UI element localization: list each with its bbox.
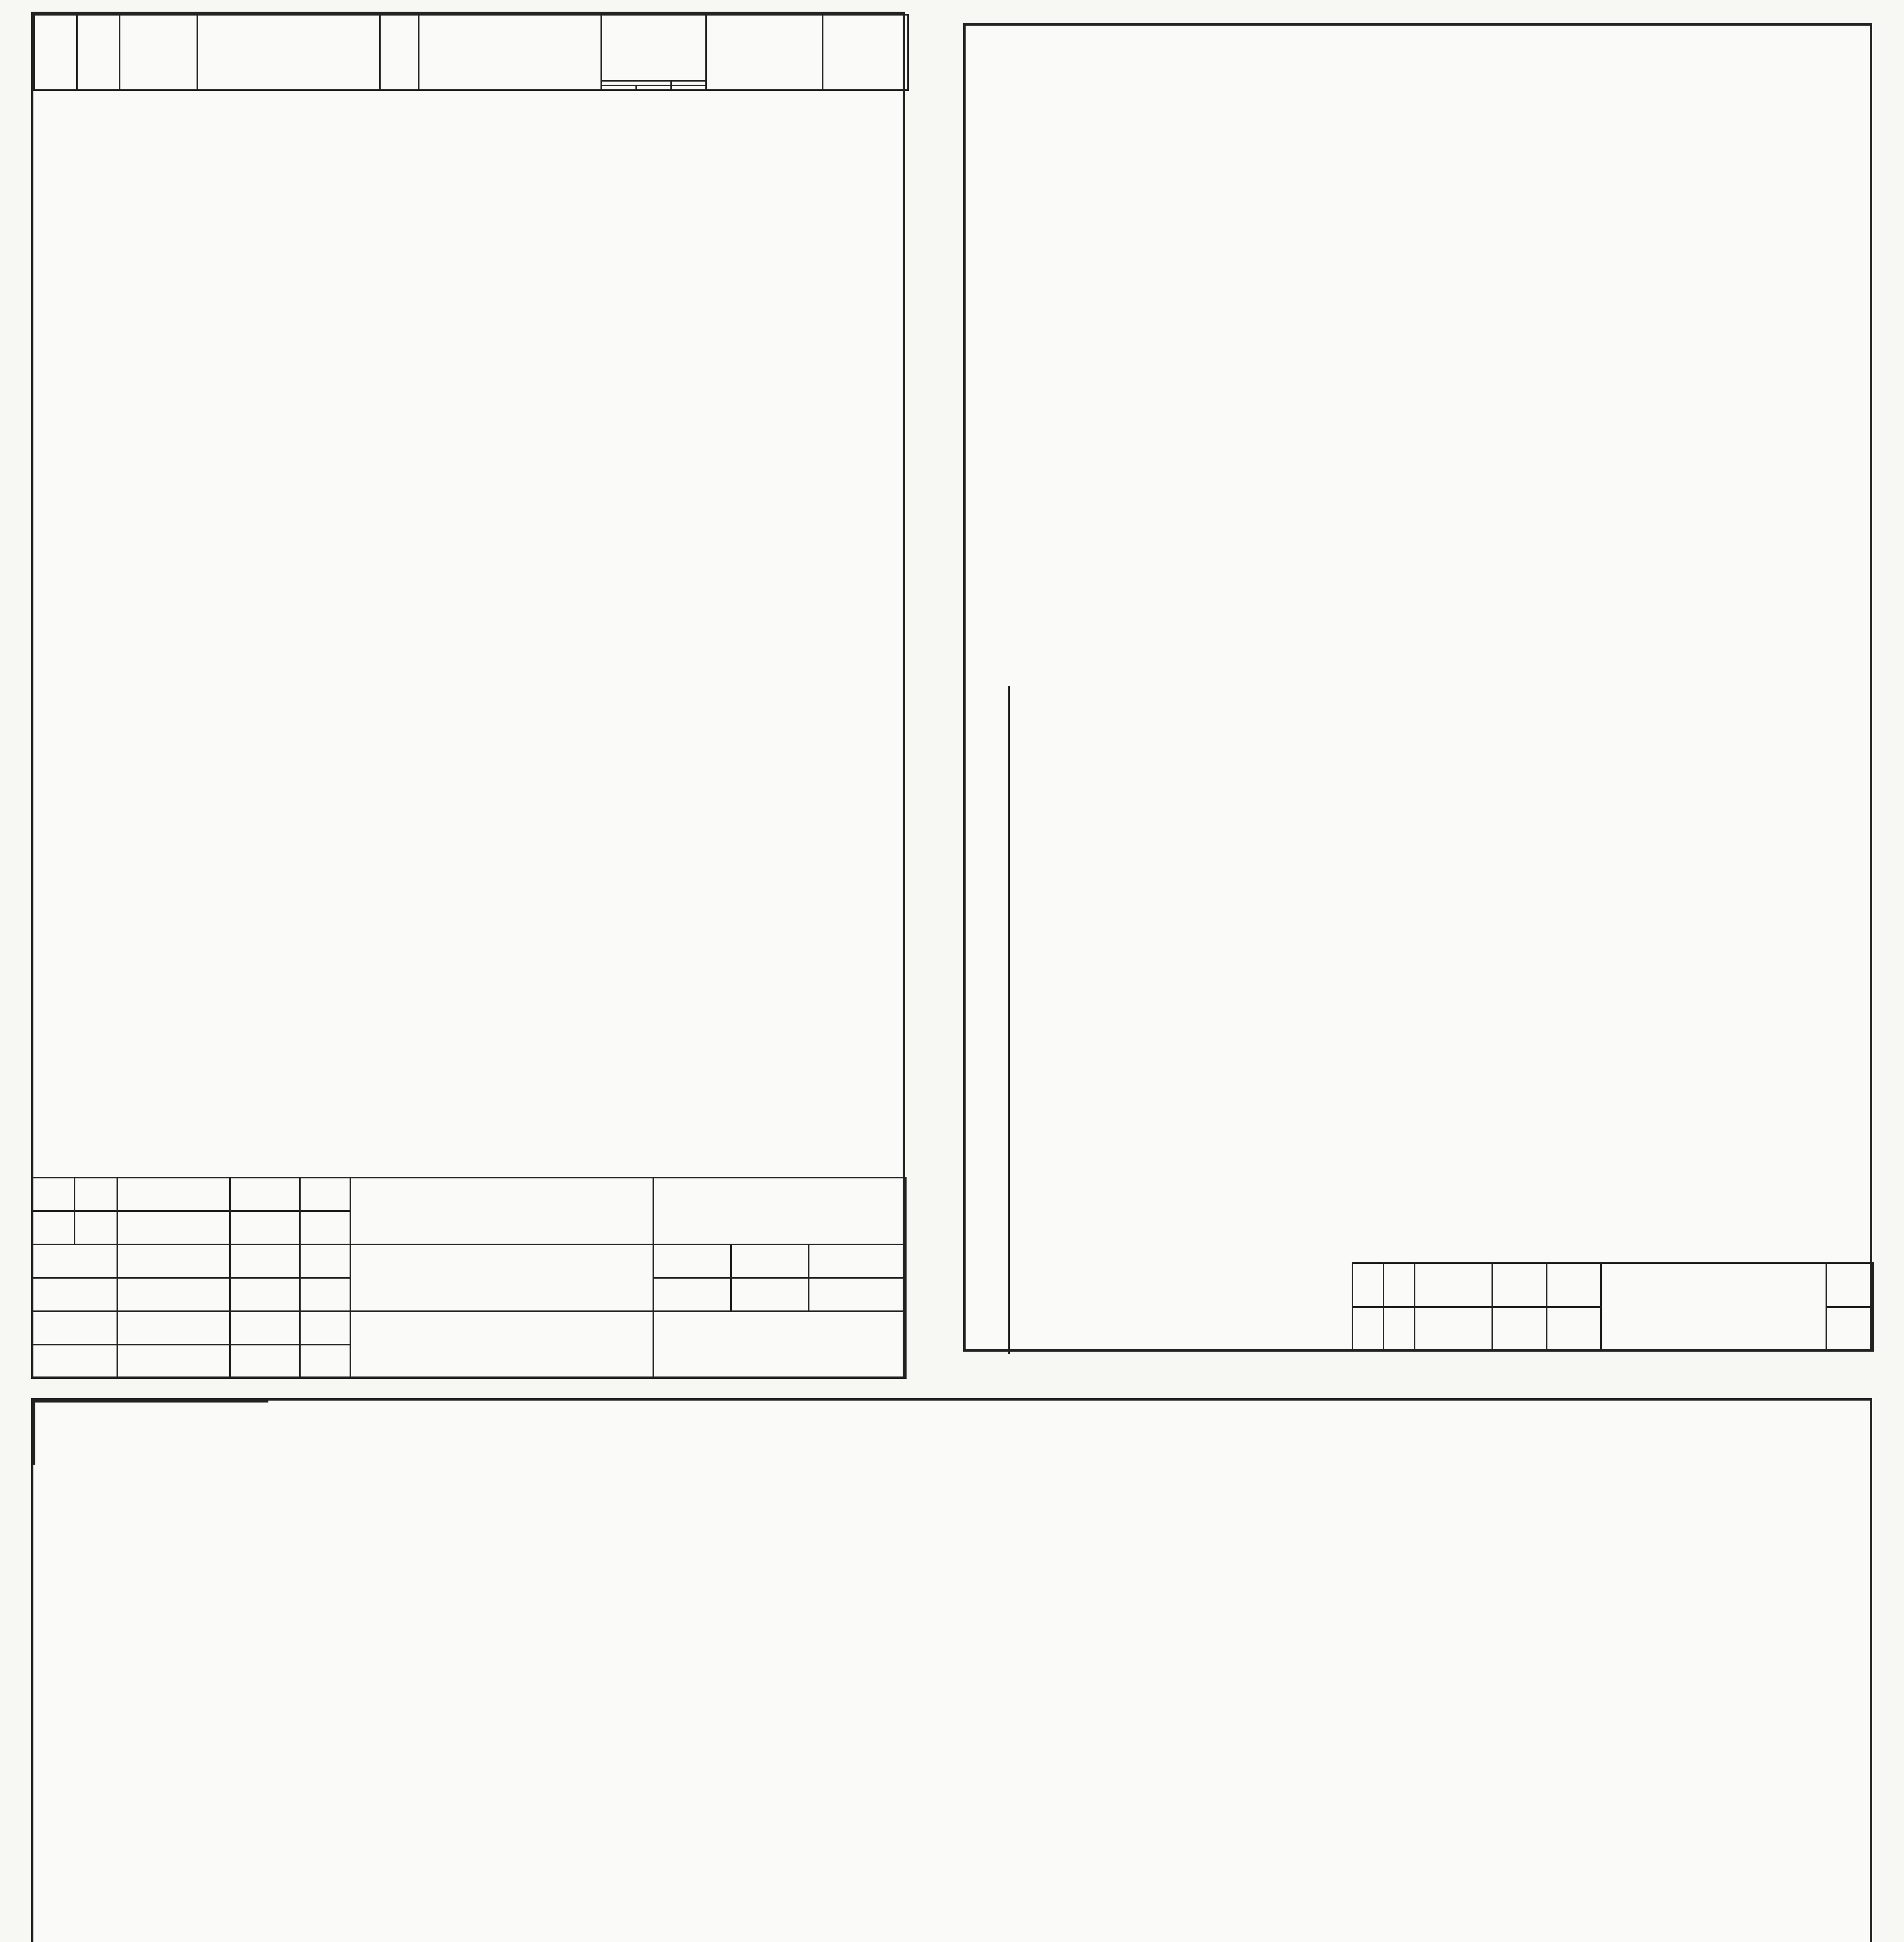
list-h (731, 1244, 809, 1278)
stamp-desc (350, 1244, 653, 1311)
col-panel (77, 15, 120, 90)
binding-strip (966, 26, 1043, 1349)
izm-col (32, 1211, 75, 1244)
title-block-2 (1352, 1262, 1872, 1352)
person (117, 1244, 230, 1278)
drawing-code-2 (1601, 1263, 1826, 1351)
lists (809, 1278, 906, 1311)
col-name (197, 15, 380, 90)
drawing-code (653, 1178, 906, 1244)
sign (1492, 1307, 1547, 1351)
role (32, 1345, 117, 1378)
list (1384, 1307, 1415, 1351)
lists-h (809, 1244, 906, 1278)
sign-col (230, 1211, 300, 1244)
col-uv2 (671, 85, 706, 90)
col-nominal (601, 15, 706, 81)
col-add (706, 15, 823, 90)
col-note (823, 15, 908, 90)
kol (1415, 1307, 1492, 1351)
stage-h (653, 1244, 731, 1278)
col-ctrl (671, 81, 706, 85)
col-desig (120, 15, 197, 90)
list (731, 1278, 809, 1311)
col-main (601, 81, 671, 85)
date-col (300, 1211, 350, 1244)
person (117, 1345, 230, 1378)
spec-table-left (33, 14, 909, 90)
sheet-title (350, 1311, 653, 1378)
title-block-1 (31, 1177, 905, 1379)
col-uv (601, 85, 636, 90)
list-number (1826, 1307, 1873, 1351)
stage (653, 1278, 731, 1311)
kol-col (117, 1211, 230, 1244)
schematic-diagram (33, 1401, 1028, 1942)
list-col (75, 1211, 117, 1244)
col-pos (34, 15, 77, 90)
date (1547, 1307, 1601, 1351)
izm (1352, 1307, 1384, 1351)
role (32, 1278, 117, 1311)
role (32, 1311, 117, 1345)
role (32, 1244, 117, 1278)
person (117, 1278, 230, 1311)
scheme-sheet (31, 1398, 1872, 1942)
spec-sheet-left (31, 12, 905, 1379)
col-qty (380, 15, 419, 90)
col-ia (636, 85, 671, 90)
person (117, 1311, 230, 1345)
sign-date (300, 1311, 350, 1345)
list-h2 (1826, 1263, 1873, 1307)
spec-sheet-right (963, 23, 1872, 1352)
col-type (419, 15, 601, 90)
